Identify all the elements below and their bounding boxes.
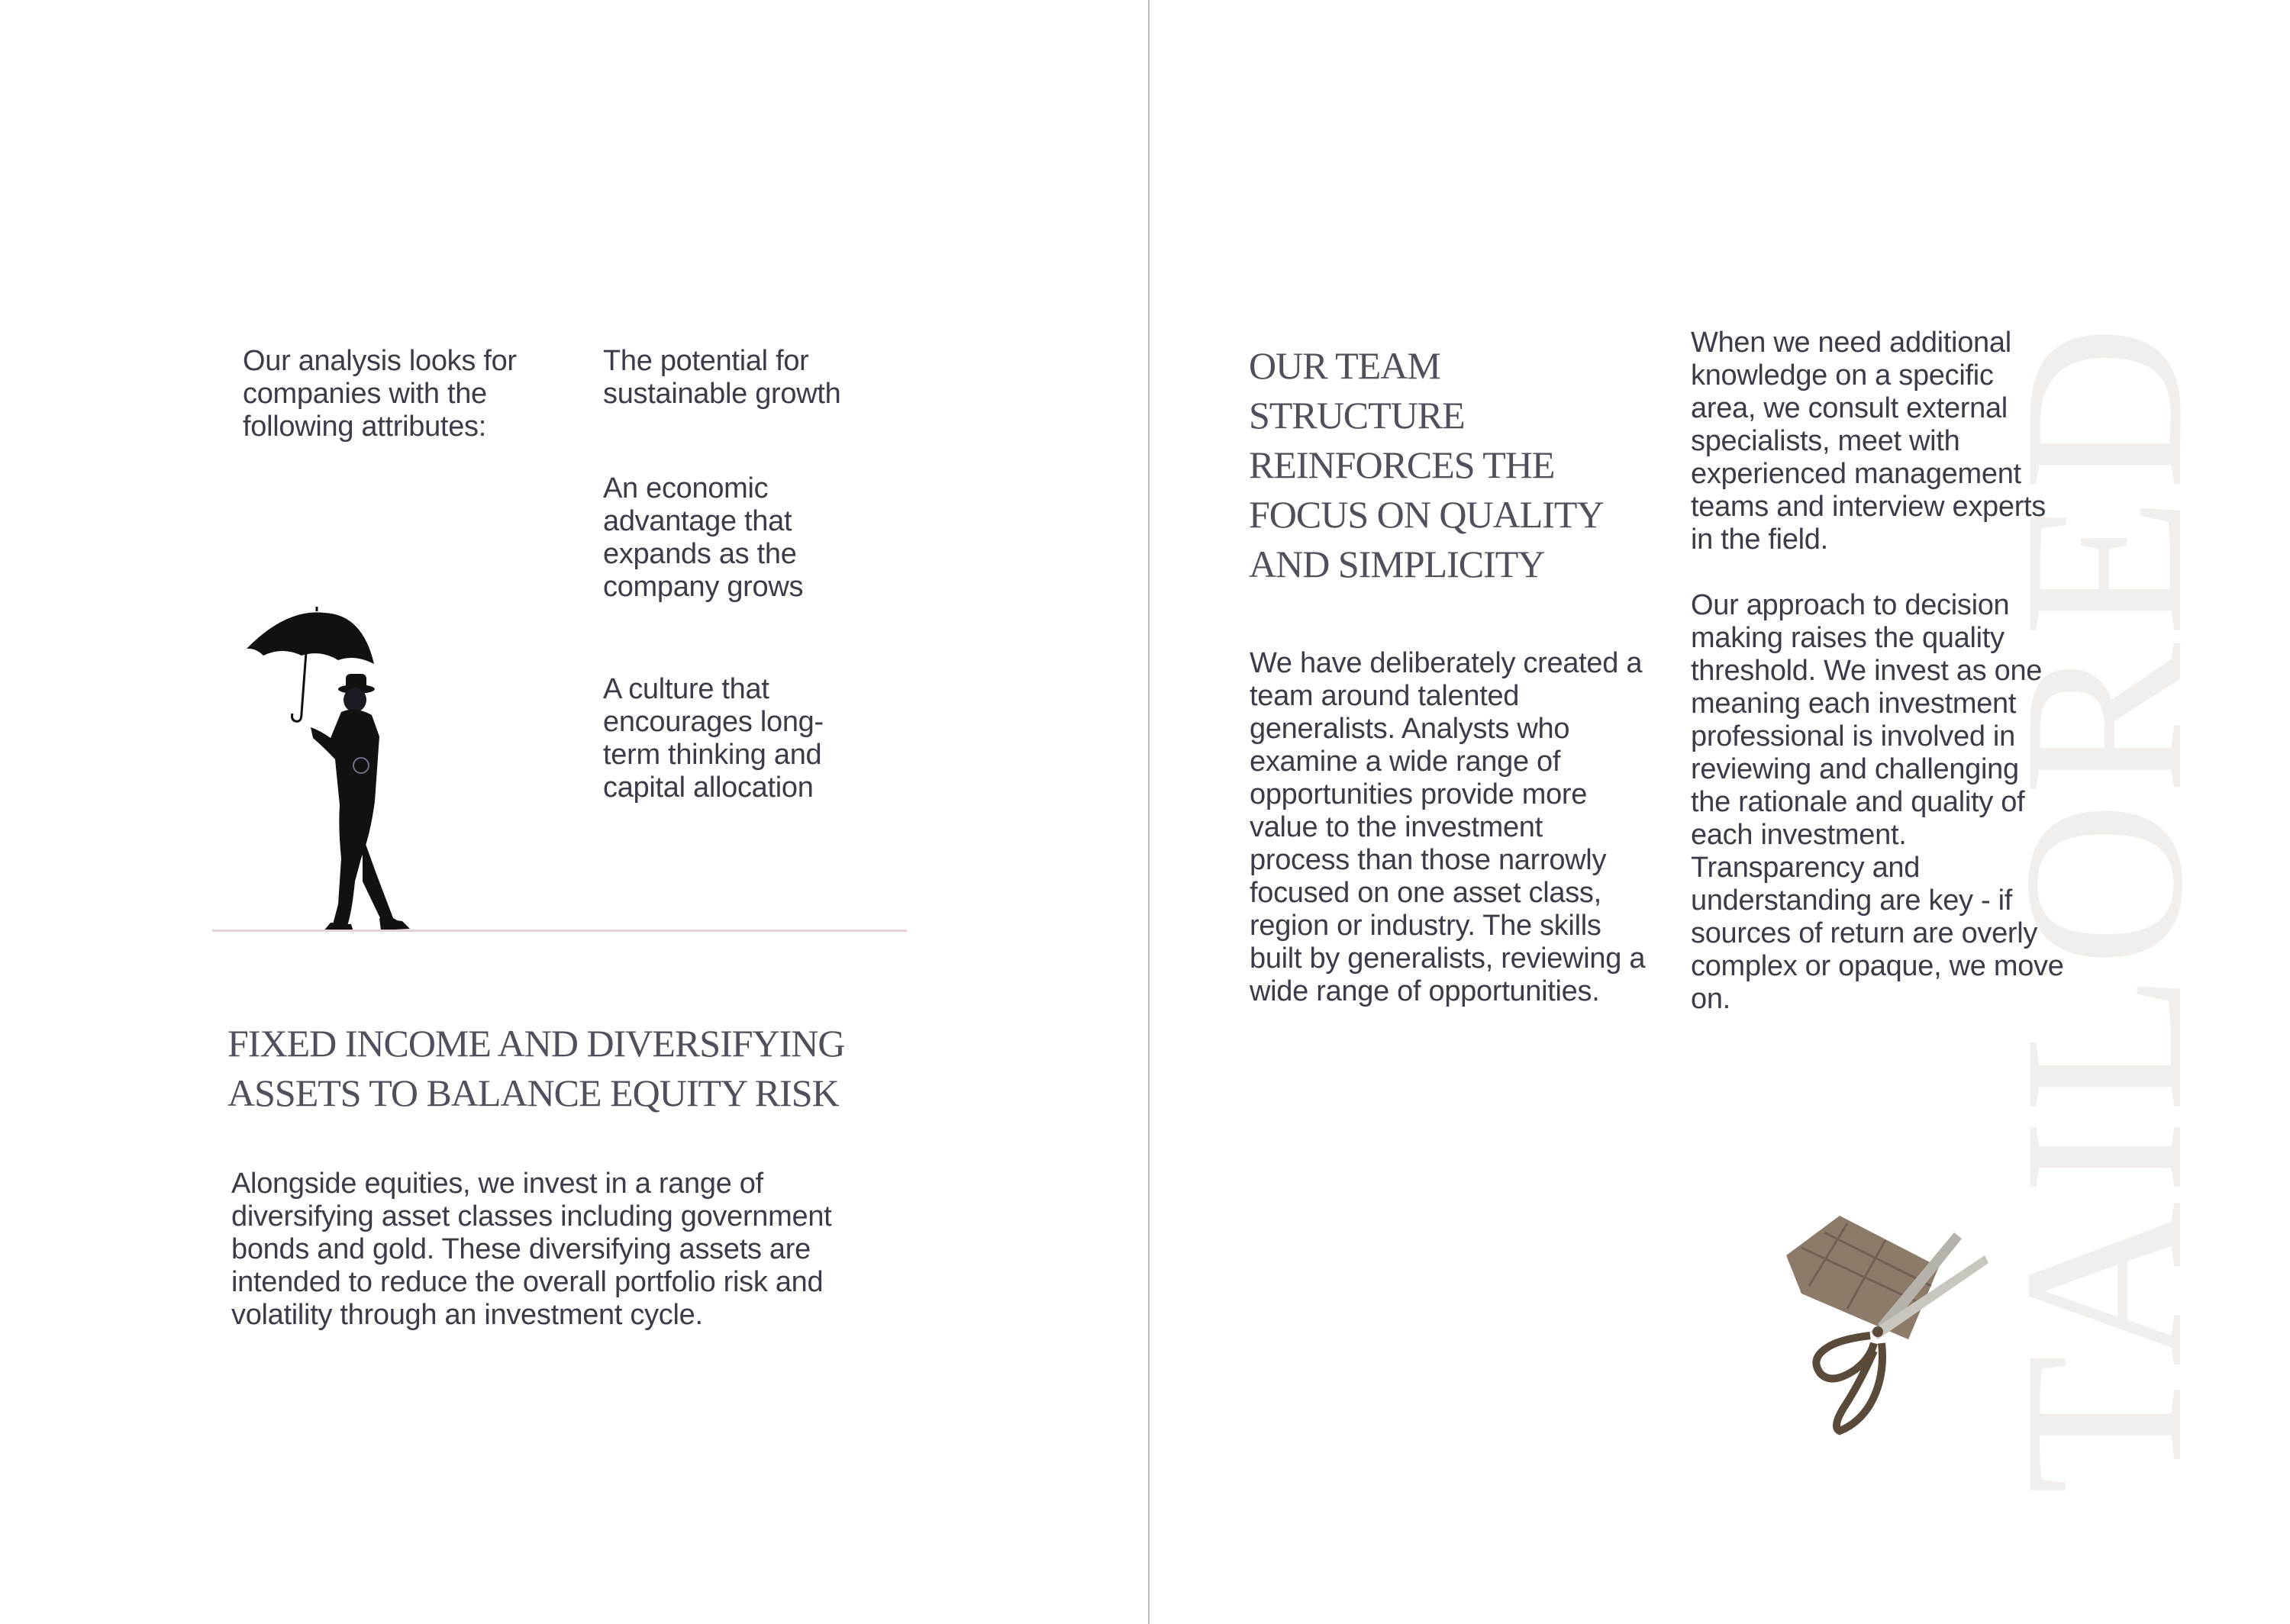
scissors-fabric-illustration [1756,1210,2000,1446]
umbrella-man-illustration [240,607,424,935]
team-body: We have deliberately created a team around talented generalists. Analysts who examine a wide range of opportunities provide more value to the investment process than those narrowly focused on one asset class, region or industry. The skills built by generalists, reviewing a wide range of opportunities. [1250,647,1646,1007]
attribute-2: An economic advantage that expands as the company grows [603,472,804,603]
intro-text: Our analysis looks for companies with the following attributes: [243,345,517,443]
attribute-1: The potential for sustainable growth [603,345,841,410]
fixed-income-heading: FIXED INCOME AND DIVERSIFYING ASSETS TO BALANCE EQUITY RISK [227,1022,845,1114]
page-gutter [1148,0,1150,1624]
team-heading: OUR TEAM STRUCTURE REINFORCES THE FOCUS ON QUALITY AND SIMPLICITY [1249,344,1602,585]
decision-body: Our approach to decision making raises the quality threshold. We invest as one, meaning each investment professional is involved in reviewing and challenging the rationale and quality of each investment. Transparency and understanding are key - if sources of return are overly complex or opaque, we move on. [1691,589,2064,1015]
fixed-income-body: Alongside equities, we invest in a range of diversifying asset classes including government bonds and gold. These diversifying assets are intended to reduce the overall portfolio risk and volatility through an investment cycle. [231,1168,832,1331]
attribute-3: A culture that encourages long-term thinking and capital allocation [603,673,824,804]
specialists-body: When we need additional knowledge on a specific area, we consult external specialists, meet with experienced management teams and interview experts in the field. [1691,327,2046,556]
tailored-watermark: TAILORED [1976,319,2230,1494]
section-rule [212,930,907,932]
